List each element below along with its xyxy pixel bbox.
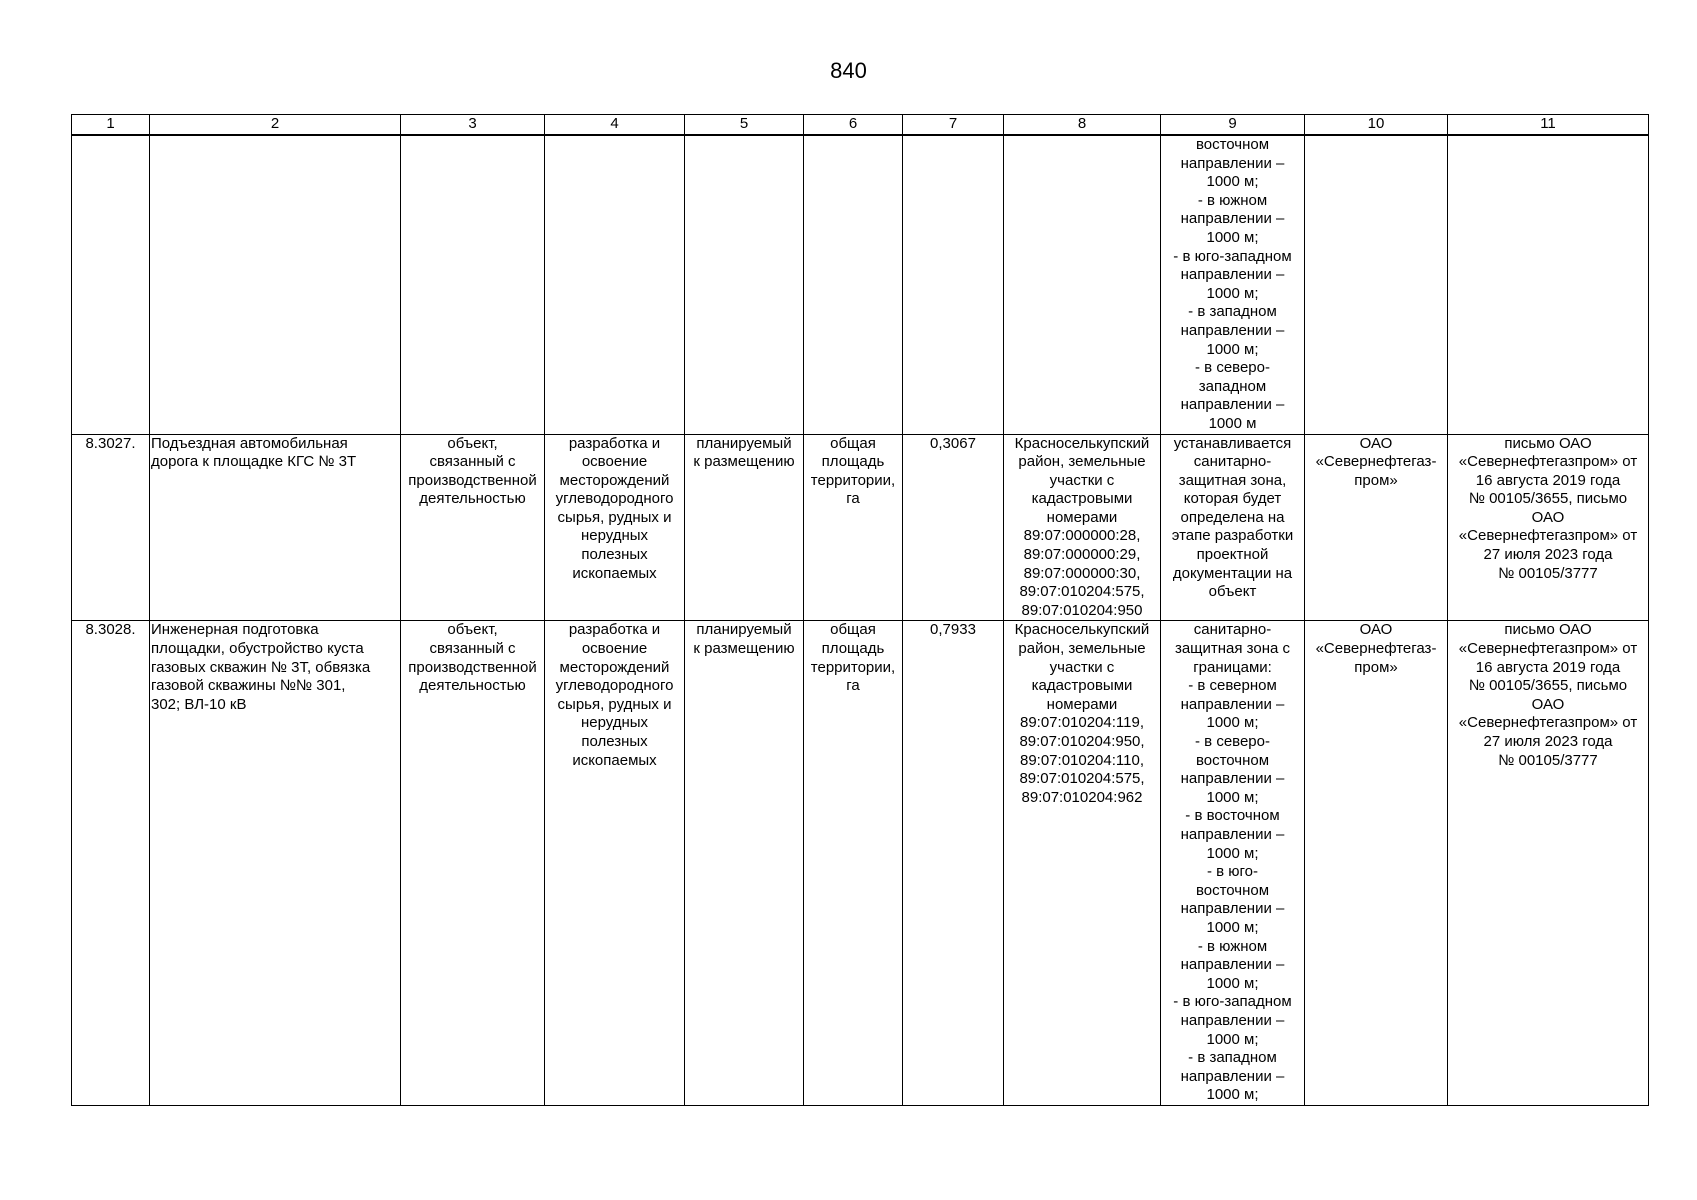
cell-line: полезных [581,546,648,564]
row-number: 8.3027. [72,434,150,621]
cell-line: 1000 м; [1206,714,1259,732]
cell-line: га [846,490,860,508]
cell-line: 1000 м; [1206,1086,1259,1104]
column-header: 2 [150,115,401,136]
cell-line: планируемый [696,434,792,452]
object-name: Инженерная подготовка площадки, обустройство куста газовых скважин № 3Т, обвязка газовой скважины №№ 301, 302; ВЛ-10 кВ [150,621,401,1105]
cell-line: № 00105/3655, письмо [1468,490,1628,508]
cell-line: направлении – [1180,900,1285,918]
cell-line: Красноселькупский [1014,621,1150,639]
cell-line: определена на [1180,508,1285,526]
cell-line: 1000 м; [1206,173,1259,191]
cell-line: площадь [821,453,885,471]
cell-line: направлении – [1180,266,1285,284]
area-value: 0,3067 [903,434,1004,621]
organization [1305,621,1448,1105]
zone-cell [1161,135,1305,434]
cell-line: направлении – [1180,210,1285,228]
cell-line: «Севернефтегазпром» от [1458,527,1638,545]
cell-line: объект [1208,583,1257,601]
cell-line: к размещению [693,640,795,658]
cell-line: направлении – [1180,321,1285,339]
cell-line: участки с [1049,658,1115,676]
cell-line: полезных [581,733,648,750]
object-type [401,621,545,1105]
cell-line: направлении – [1180,956,1285,974]
cell-line: разработка и [568,434,661,452]
cell-line: связанный с [429,453,516,471]
cell-line: ископаемых [572,564,657,582]
cell-line: - в юго- [1206,863,1259,881]
cell-line: № 00105/3777 [1498,564,1598,582]
cell-line: 89:07:010204:950 [1021,601,1143,619]
cell-line: ОАО [1359,621,1393,639]
objects-table [71,114,1649,1106]
cell-line: 89:07:000000:30, [1023,564,1141,582]
cell-line: район, земельные [1018,453,1146,471]
cell-line: направлении – [1180,1011,1285,1029]
cell-line: 1000 м; [1206,284,1259,302]
cell-line: пром» [1354,658,1398,676]
cell-line: ОАО [1359,434,1393,452]
cell-line: границами: [1193,658,1272,676]
cell-line: деятельностью [419,490,526,508]
cell-line: сырья, рудных и [557,695,672,713]
cell-line: письмо ОАО [1504,434,1592,452]
cell-line: - в северо- [1195,733,1270,750]
cell-line: - в южном [1197,191,1268,209]
cell-line: направлении – [1180,396,1285,414]
column-header: 11 [1448,115,1649,136]
cell-line: «Севернефтегазпром» от [1458,714,1638,732]
organization [1305,434,1448,621]
cell-line: освоение [581,453,648,471]
cell-line: нерудных [580,714,649,732]
cell-line: производственной [408,658,537,676]
cell-line: 89:07:010204:110, [1019,751,1144,769]
cell-line: 89:07:000000:28, [1023,527,1141,545]
cell-line: санитарно- [1193,453,1272,471]
cell-line: «Севернефтегазпром» от [1458,640,1638,658]
column-header: 3 [401,115,545,136]
cell-line: район, земельные [1018,640,1146,658]
cell-line: разработка и [568,621,661,639]
cell-line: общая [830,434,876,452]
cell-line: 89:07:010204:962 [1021,788,1143,806]
cell-line: 1000 м; [1206,788,1259,806]
cell-line: 1000 м; [1206,844,1259,862]
cell-line: 1000 м; [1206,228,1259,246]
cell-line: которая будет [1183,490,1282,508]
cell-line: связанный с [429,640,516,658]
cell-line: направлении – [1180,770,1285,788]
cell-line: документации на [1172,564,1293,582]
cell-line: восточном [1195,881,1270,899]
column-header: 4 [545,115,685,136]
cell-line: объект, [447,621,498,639]
cell-line: углеводородного [555,490,674,508]
object-characteristic [804,621,903,1105]
cell-line: территории, [810,658,896,676]
cell-line: кадастровыми [1031,490,1133,508]
table-row [72,434,1649,621]
page-number: 840 [830,58,867,83]
cell-line: сырья, рудных и [557,508,672,526]
column-header: 6 [804,115,903,136]
cell-line: проектной [1196,546,1269,564]
cell-line: 16 августа 2019 года [1475,658,1621,676]
cell-line: восточном [1195,751,1270,769]
column-header: 1 [72,115,150,136]
cell-line: - в северном [1188,677,1277,695]
object-purpose [545,621,685,1105]
cell-line: 1000 м [1208,414,1257,432]
zone-cell [1161,621,1305,1105]
cell-line: письмо ОАО [1504,621,1592,639]
cell-line: деятельностью [419,677,526,695]
cell-line: - в юго-западном [1173,993,1292,1011]
cell-line: 89:07:000000:29, [1023,546,1141,564]
cell-line: защитная зона с [1174,640,1291,658]
object-characteristic [804,434,903,621]
cell-line: западном [1198,377,1267,395]
cell-line: устанавливается [1173,434,1292,452]
cell-line: - в западном [1188,1049,1277,1067]
cell-line: месторождений [559,658,670,676]
cell-line: ОАО [1531,695,1565,713]
cell-line: - в южном [1197,937,1268,955]
cell-line: пром» [1354,471,1398,489]
cell-line: 1000 м; [1206,1030,1259,1048]
cell-line: направлении – [1180,1067,1285,1085]
table-header-row [72,115,1649,136]
object-status [685,434,804,621]
object-location [1004,434,1161,621]
cell-line: - в западном [1188,303,1277,321]
cell-line: - в юго-западном [1173,247,1292,265]
cell-line: площадь [821,640,885,658]
cell-line: направлении – [1180,825,1285,843]
cell-line: 1000 м; [1206,918,1259,936]
cell-line: санитарно- [1193,621,1272,639]
cell-line: «Севернефтегаз- [1315,640,1437,658]
cell-line: 27 июля 2023 года [1483,546,1613,564]
cell-line: номерами [1046,508,1118,526]
basis-document [1448,434,1649,621]
cell-line: 16 августа 2019 года [1475,471,1621,489]
cell-line: - в северо- [1195,359,1270,377]
column-header: 10 [1305,115,1448,136]
cell-line: ископаемых [572,751,657,769]
cell-line: месторождений [559,471,670,489]
cell-line: территории, [810,471,896,489]
cell-line: направлении – [1180,154,1285,172]
cell-line: этапе разработки [1171,527,1294,545]
object-name: Подъездная автомобильная дорога к площадке КГС № 3Т [150,434,401,621]
cell-line: восточном [1195,136,1270,153]
cell-line: направлении – [1180,695,1285,713]
area-value: 0,7933 [903,621,1004,1105]
object-location [1004,621,1161,1105]
cell-line: нерудных [580,527,649,545]
cell-line: участки с [1049,471,1115,489]
cell-line: № 00105/3777 [1498,751,1598,769]
cell-line: защитная зона, [1178,471,1287,489]
column-header: 5 [685,115,804,136]
cell-line: 1000 м; [1206,974,1259,992]
cell-line: производственной [408,471,537,489]
cell-line: 89:07:010204:950, [1019,733,1145,750]
object-type [401,434,545,621]
cell-line: номерами [1046,695,1118,713]
cell-line: ОАО [1531,508,1565,526]
cell-line: 89:07:010204:119, [1019,714,1144,732]
row-number: 8.3028. [72,621,150,1105]
column-header: 9 [1161,115,1305,136]
cell-line: 89:07:010204:575, [1019,770,1145,788]
cell-line: общая [830,621,876,639]
object-purpose [545,434,685,621]
cell-line: 89:07:010204:575, [1019,583,1145,601]
cell-line: Красноселькупский [1014,434,1150,452]
cell-line: к размещению [693,453,795,471]
cell-line: «Севернефтегаз- [1315,453,1437,471]
cell-line: кадастровыми [1031,677,1133,695]
table-row-continuation [72,135,1649,434]
cell-line: 1000 м; [1206,340,1259,358]
zone-cell [1161,434,1305,621]
cell-line: углеводородного [555,677,674,695]
cell-line: объект, [447,434,498,452]
basis-document [1448,621,1649,1105]
cell-line: - в восточном [1185,807,1280,825]
cell-line: га [846,677,860,695]
table-row [72,621,1649,1105]
column-header: 8 [1004,115,1161,136]
cell-line: «Севернефтегазпром» от [1458,453,1638,471]
cell-line: планируемый [696,621,792,639]
cell-line: № 00105/3655, письмо [1468,677,1628,695]
cell-line: 27 июля 2023 года [1483,733,1613,750]
object-status [685,621,804,1105]
column-header: 7 [903,115,1004,136]
cell-line: освоение [581,640,648,658]
